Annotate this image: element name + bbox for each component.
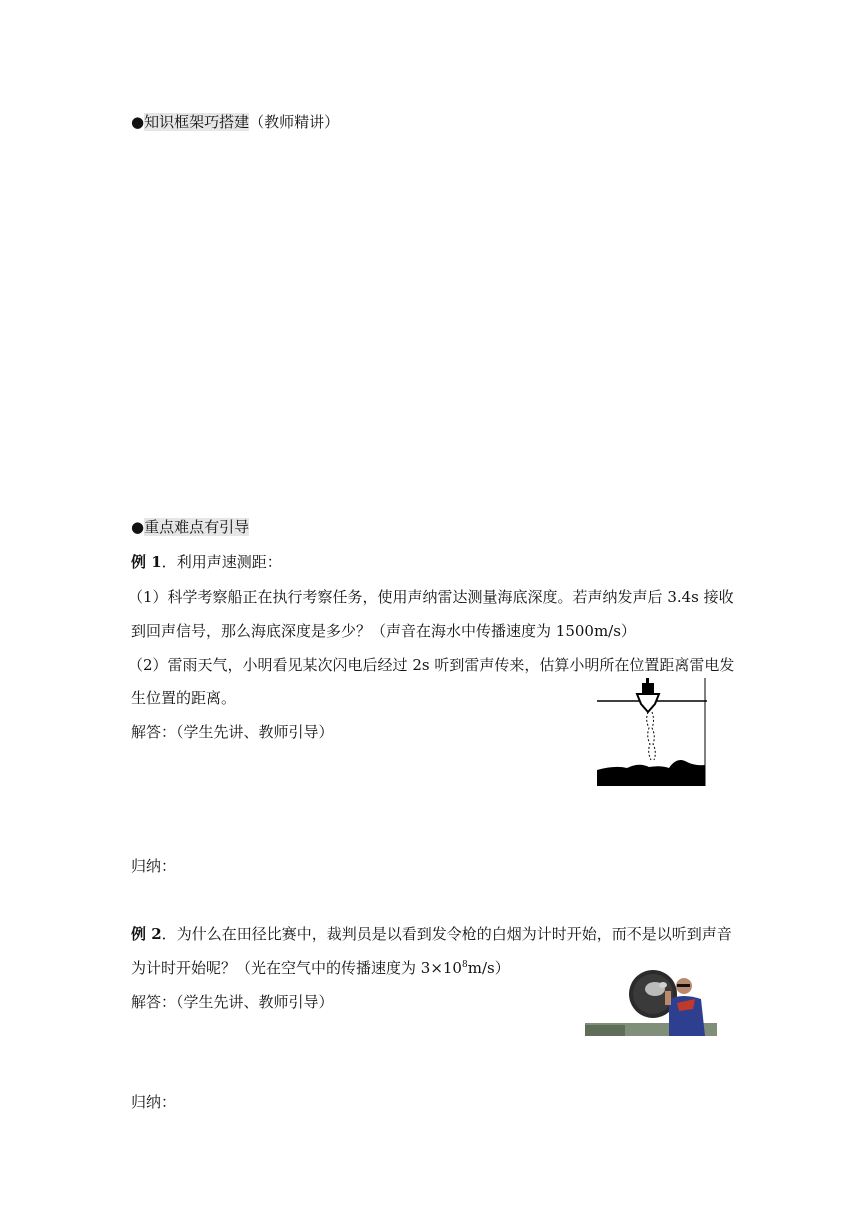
- section-heading-key-points: [131, 517, 249, 537]
- section-note: （教师精讲）: [249, 113, 340, 131]
- answer-line: 解答：（学生先讲、教师引导）: [131, 993, 334, 1011]
- bullet: ●: [131, 518, 145, 536]
- example-title: 利用声速测距：: [176, 553, 282, 571]
- bullet: ●: [131, 113, 145, 131]
- example-sep: ．: [161, 553, 177, 571]
- example-text-unit: m/s）: [467, 959, 510, 977]
- question-1-line-2: 到回声信号，那么海底深度是多少？（声音在海水中传播速度为 1500m/s）: [131, 622, 636, 640]
- example-2-line-1: [131, 924, 732, 944]
- example-label: 例 2: [131, 925, 162, 943]
- example-1-heading: [131, 552, 282, 572]
- example-text: 为计时开始呢？（光在空气中的传播速度为 3×10: [131, 959, 462, 977]
- exponent: 8: [461, 960, 468, 970]
- starting-gun-photo: [585, 969, 717, 1036]
- summary-line: 归纳：: [131, 857, 177, 875]
- example-text: 为什么在田径比赛中，裁判员是以看到发令枪的白烟为计时开始，而不是以听到声音: [176, 925, 732, 943]
- section-title: 重点难点有引导: [144, 518, 250, 536]
- answer-line: 解答：（学生先讲、教师引导）: [131, 723, 334, 741]
- sonar-figure: [597, 678, 707, 788]
- section-heading-framework: [131, 112, 339, 132]
- question-1-line-1: （1）科学考察船正在执行考察任务，使用声纳雷达测量海底深度。若声纳发声后 3.4s 接收: [128, 588, 734, 606]
- example-label: 例 1: [131, 553, 162, 571]
- question-2-line-1: （2）雷雨天气，小明看见某次闪电后经过 2s 听到雷声传来，估算小明所在位置距离雷电发: [128, 656, 735, 674]
- section-title: 知识框架巧搭建: [144, 113, 250, 131]
- example-2-line-2: [131, 958, 510, 978]
- question-2-line-2: 生位置的距离。: [131, 689, 237, 707]
- summary-line: 归纳：: [131, 1093, 177, 1111]
- example-sep: ．: [161, 925, 177, 943]
